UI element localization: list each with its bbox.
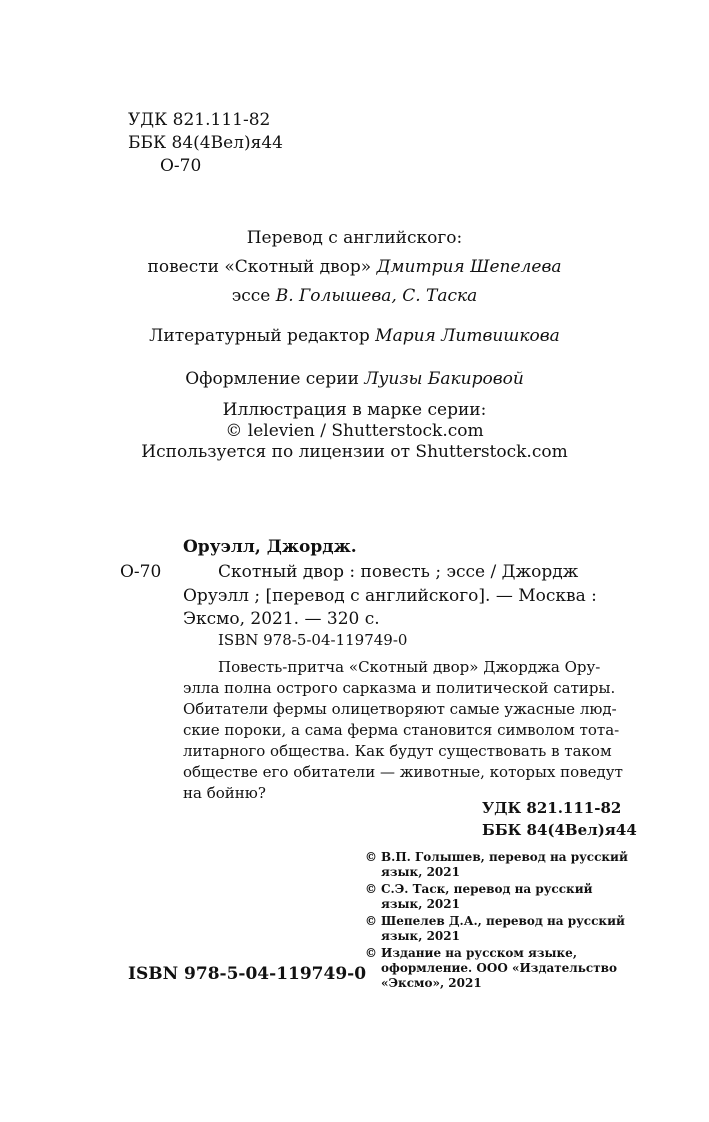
copyright-line: оформление. ООО «Издательство [381, 961, 617, 975]
copyright-symbol: © [365, 914, 377, 928]
annotation-line: литарного общества. Как будут существовать в таком [183, 742, 612, 760]
udk-code: УДК 821.111-82 [128, 110, 271, 130]
copyright-notices [365, 850, 635, 993]
author-sign-code: О-70 [160, 156, 202, 176]
annotation-line: Повесть-притча «Скотный двор» Джорджа Ору- [218, 658, 601, 676]
series-design-line [0, 367, 709, 391]
catalog-udk: УДК 821.111-82 [482, 799, 622, 817]
series-designer-name: Луизы Бакировой [364, 369, 524, 389]
copyright-notice [365, 914, 635, 944]
series-design-prefix: Оформление серии [185, 369, 359, 389]
copyright-symbol: © [365, 946, 377, 960]
catalog-author: Оруэлл, Джордж. [183, 537, 357, 557]
copyright-notice [365, 946, 635, 991]
translator-essay-names: В. Голышева, С. Таска [275, 286, 478, 306]
copyright-line: В.П. Голышев, перевод на русский [381, 850, 628, 864]
illustration-heading: Иллюстрация в марке серии: [222, 400, 487, 420]
annotation-line: элла полна острого сарказма и политической сатиры. [183, 679, 616, 697]
copyright-line: язык, 2021 [381, 897, 460, 911]
copyright-symbol: © [365, 882, 377, 896]
annotation-line: ские пороки, а сама ферма становится символом тота- [183, 721, 620, 739]
catalog-description-line-3: Эксмо, 2021. — 320 с. [183, 609, 380, 629]
annotation-line: Обитатели фермы олицетворяют самые ужасные люд- [183, 700, 617, 718]
footer-isbn: ISBN 978-5-04-119749-0 [128, 964, 367, 984]
copyright-line: С.Э. Таск, перевод на русский [381, 882, 593, 896]
translation-heading: Перевод с английского: [246, 228, 463, 248]
translator-novel-name: Дмитрия Шепелева [376, 257, 562, 277]
copyright-line: Шепелев Д.А., перевод на русский [381, 914, 625, 928]
editor-name: Мария Литвишкова [375, 326, 560, 346]
illustration-credit: © lelevien / Shutterstock.com [225, 421, 484, 441]
copyright-line: «Эксмо», 2021 [381, 976, 482, 990]
editor-line [0, 324, 709, 348]
translation-essay-line [0, 284, 709, 308]
translation-essay-prefix: эссе [231, 286, 271, 306]
copyright-line: язык, 2021 [381, 865, 460, 879]
catalog-isbn: ISBN 978-5-04-119749-0 [218, 631, 408, 649]
bbk-code: ББК 84(4Вел)я44 [128, 133, 283, 153]
annotation [183, 657, 625, 804]
copyright-line: Издание на русском языке, [381, 946, 577, 960]
copyright-symbol: © [365, 850, 377, 864]
annotation-line: на бойню? [183, 784, 266, 802]
translation-novel-prefix: повести «Скотный двор» [147, 257, 372, 277]
catalog-description-line-2: Оруэлл ; [перевод с английского]. — Москва : [183, 586, 597, 606]
copyright-notice [365, 850, 635, 880]
catalog-code: О-70 [120, 562, 162, 582]
annotation-line: обществе его обитатели — животные, которых поведут [183, 763, 623, 781]
catalog-bbk: ББК 84(4Вел)я44 [482, 821, 637, 839]
editor-prefix: Литературный редактор [149, 326, 370, 346]
copyright-notice [365, 882, 635, 912]
copyright-line: язык, 2021 [381, 929, 460, 943]
license-line: Используется по лицензии от Shutterstock.com [141, 442, 568, 462]
translation-novel-line [0, 255, 709, 279]
catalog-description-line-1: Скотный двор : повесть ; эссе / Джордж [218, 562, 579, 582]
